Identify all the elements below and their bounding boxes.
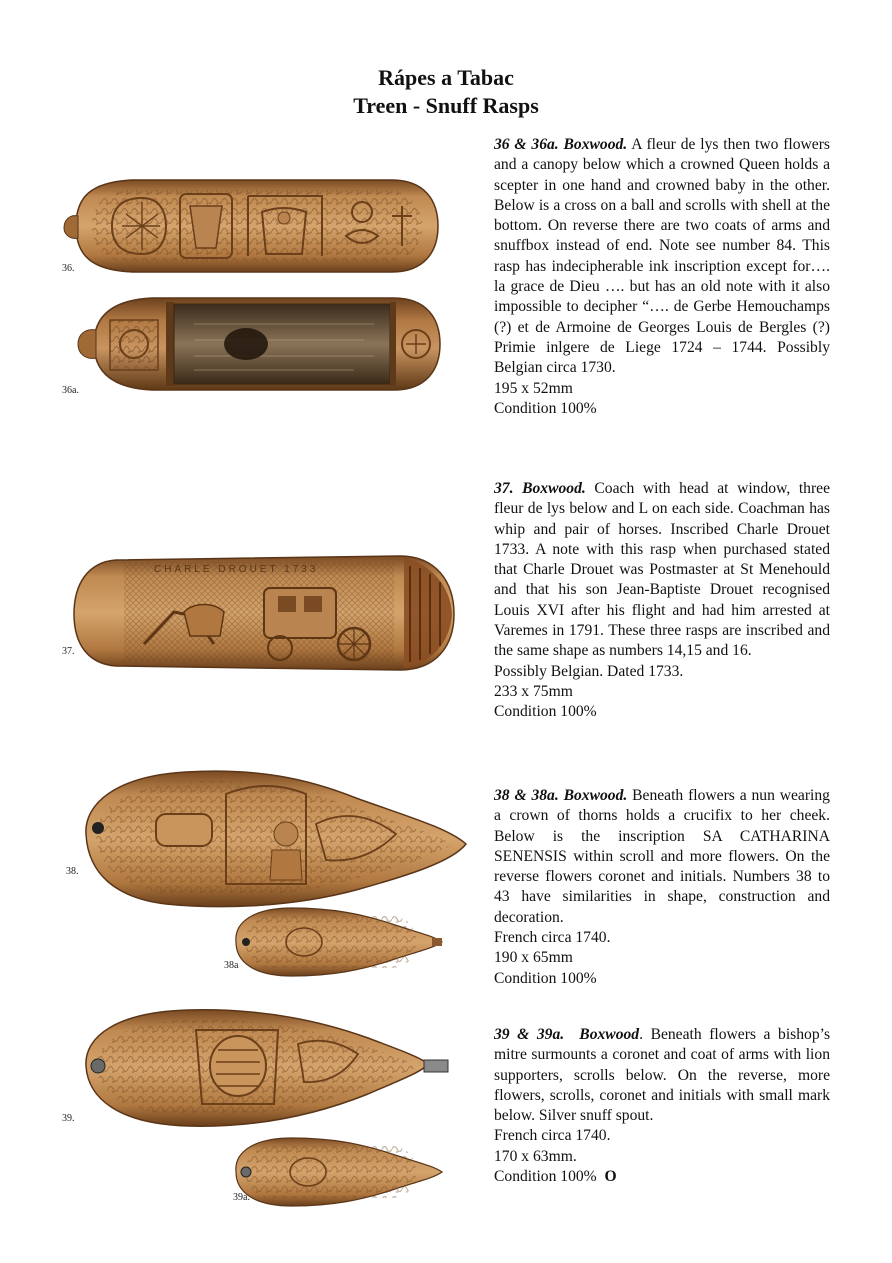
entry-38-condition: Condition 100%: [494, 969, 597, 987]
page-title-line1: Rápes a Tabac: [378, 65, 514, 90]
rasp-image-37: [64, 552, 460, 674]
entry-37-body: Coach with head at window, three fleur de lys below and L on each side. Coachman has whip and pair of horses. Inscribed Charle Drouet 1733. A note with this rasp when purchased stated that Charle Drouet was Postmaster at St Menehould and that his son Jean-Baptiste Drouet recognised Louis XVI after his flight and had him arrested at Varemes in 1791. These three rasps are inscribed and the same shape as numbers 14,15 and 16.: [494, 480, 830, 660]
rasp-image-39: [78, 1004, 450, 1132]
entry-39-description: 39 & 39a. Boxwood. Beneath flowers a bishop’s mitre surmounts a coronet and coat of arms with lion supporters, scrolls below. On the reverse, more flowers, scrolls, coronet and initials with small mark below. Silver snuff spout.: [494, 1026, 831, 1125]
rasp-image-36a: [74, 294, 444, 394]
entry-37-description: [494, 479, 830, 662]
catalog-entry-36: [494, 135, 830, 419]
image-label-39a: 39a.: [233, 1192, 250, 1203]
image-label-38: 38.: [66, 866, 79, 877]
entry-39-condition: Condition 100%: [494, 1168, 597, 1186]
image-label-36: 36.: [62, 263, 75, 274]
catalog-entry-37: [494, 479, 830, 723]
entry-37-origin: Possibly Belgian. Dated 1733.: [494, 662, 684, 680]
rasp-image-38a: [232, 904, 446, 980]
entry-37-condition: Condition 100%: [494, 703, 597, 721]
image-label-38a: 38a: [224, 960, 239, 971]
entry-39-condition-mark: O: [604, 1168, 617, 1186]
page-title: [0, 64, 892, 120]
catalog-entry-38: [494, 786, 830, 989]
entry-39-body: Beneath flowers a bishop’s mitre surmounts a coronet and coat of arms with lion supporters, scrolls below. On the reverse, more flowers, scrolls, coronet and initials with small mark below. Silver snuff spout.: [494, 1026, 831, 1125]
entry-38-heading: 38 & 38a. Boxwood.: [494, 787, 628, 804]
entry-37-heading: 37. Boxwood.: [494, 480, 586, 497]
entry-39-heading: 39 & 39a.: [494, 1026, 565, 1043]
entry-39-origin: French circa 1740.: [494, 1127, 611, 1145]
image-label-39: 39.: [62, 1113, 75, 1124]
entry-36-heading: 36 & 36a. Boxwood.: [494, 136, 628, 153]
entry-36-condition: Condition 100%: [494, 399, 597, 417]
entry-39-condition-line: [494, 1167, 830, 1187]
entry-39-heading-material: Boxwood: [579, 1026, 640, 1043]
entry-38-size: 190 x 65mm: [494, 949, 573, 967]
entry-38-body: Beneath flowers a nun wearing a crown of thorns holds a crucifix to her cheek. Below is the inscription SA CATHARINA SENENSIS within scroll and more flowers. On the reverse flowers coronet and initials. Numbers 38 to 43 have similarities in shape, construction and decoration.: [494, 787, 830, 926]
page-title-line2: Treen - Snuff Rasps: [353, 93, 539, 118]
image-label-37: 37.: [62, 646, 75, 657]
rasp-image-39a: [232, 1134, 446, 1210]
rasp-image-36: [62, 176, 442, 276]
entry-36-size: 195 x 52mm: [494, 379, 573, 397]
entry-38-origin: French circa 1740.: [494, 929, 611, 947]
entry-37-size: 233 x 75mm: [494, 682, 573, 700]
catalog-entry-39: [494, 1025, 830, 1187]
entry-36-description: [494, 135, 830, 379]
rasp-image-38: [76, 764, 468, 914]
entry-36-body: A fleur de lys then two flowers and a canopy below which a crowned Queen holds a scepter in one hand and crowned baby in the other. Below is a cross on a ball and scrolls with shell at the bottom. On reverse there are two coats of arms and snuffbox instead of end. Note see number 84. This rasp has indecipherable ink inscription except for…. la grace de Dieu …. but has an old note with it also impossible to decipher “…. de Gerbe Hemouchamps (?) et de Armoine de Georges Louis de Bergles (?) Primie inlgere de Liege 1724 – 1744. Possibly Belgian circa 1730.: [494, 136, 830, 377]
entry-39-size: 170 x 63mm.: [494, 1147, 577, 1165]
rasp-37-inscription: CHARLE DROUET 1733: [154, 564, 319, 575]
image-label-36a: 36a.: [62, 385, 79, 396]
entry-38-description: [494, 786, 830, 928]
